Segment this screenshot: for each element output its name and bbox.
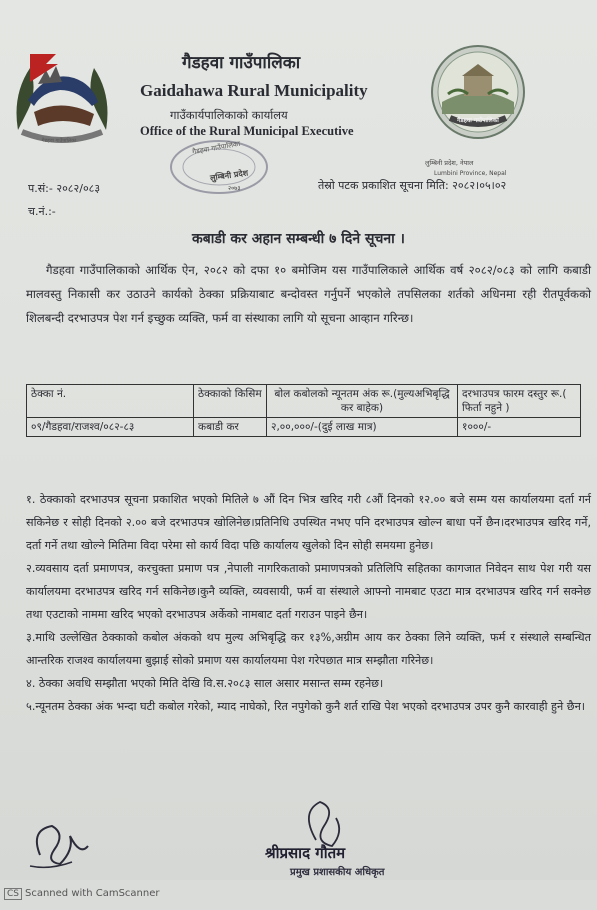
table-row — [27, 418, 581, 437]
table-header-row — [27, 385, 581, 418]
municipality-logo-left — [8, 40, 116, 150]
table-header-cell: ठेक्काको किसिम — [194, 385, 267, 418]
scanner-footer-text: Scanned with CamScanner — [25, 888, 160, 899]
office-name-nepali: गाउँकार्यपालिकाको कार्यालय — [170, 108, 288, 122]
province-nepali: लुम्बिनी प्रदेश, नेपाल — [425, 159, 474, 167]
term-clause-2: २.व्यवसाय दर्ता प्रमाणपत्र, करचुक्ता प्रमाण पत्र ,नेपाली नागरिकताको प्रमाणपत्रको प्रतिलिपि सहितका कागजात निवेदन साथ पेश गरी यस कार्यालयमा दरभाउपत्र खरिद गर्न सकिनेछ।कुनै व्यक्ति, व्यवसायी, फर्म वा संस्थाले आफ्नो नामबाट एउटा मात्र दरभाउपत्र खरिद गर्न सक्नेछ तथा एउटाको नाममा खरिद भएको दरभाउपत्र अर्केको नामबाट दर्ता गराउन पाइने छैन। — [26, 562, 591, 621]
reference-number: प.सं:- २०८२/०८३ — [28, 182, 101, 195]
term-clause-5: ५.न्यूनतम ठेक्का अंक भन्दा घटी कबोल गरेको, म्याद नाघेको, रित नपुगेको कुनै शर्त राखि पेश भएको दरभाउपत्र उपर कुनै कारवाही हुने छैन। — [26, 700, 586, 713]
notice-intro-paragraph: गैडहवा गाउँपालिकाको आर्थिक ऐन, २०८२ को दफा १० बमोजिम यस गाउँपालिकाले आर्थिक वर्ष २०८२/०८३ को लागि कबाडी मालवस्तु निकासी कर उठाउने कार्यको ठेक्का प्रक्रियाबाट बन्दोवस्त गर्नुपर्ने भएकोले तपसिलका शर्तको अधिनमा रही रीतपूर्वकको शिलबन्दी दरभाउपत्र पेश गर्न इच्छुक व्यक्ति, फर्म वा संस्थाका लागि यो सूचना आव्हान गरिन्छ। — [26, 263, 591, 325]
table-header-cell: बोल कबोलको न्यूनतम अंक रू.(मुल्यअभिबृद्धि कर बाहेक) — [267, 385, 458, 418]
table-header-cell: दरभाउपत्र फारम दस्तुर रू.( फिर्ता नहुने ) — [458, 385, 581, 418]
logo-left-caption: गैडहवा गाउँपालिका — [41, 138, 77, 144]
stamp-line-2: लुम्बिनी प्रदेश — [209, 168, 249, 183]
table-header-cell: ठेक्का नं. — [27, 385, 194, 418]
province-english: Lumbini Province, Nepal — [434, 170, 507, 177]
signatory-name: श्रीप्रसाद गौतम — [265, 844, 346, 862]
stamp-line-1: गैडहवा गाउँपालिका — [191, 139, 241, 157]
municipality-name-english: Gaidahawa Rural Municipality — [140, 81, 368, 100]
terms-list — [26, 488, 591, 718]
table-cell: १०००/- — [458, 418, 581, 437]
term-clause-1: १. ठेक्काको दरभाउपत्र सूचना प्रकाशित भएको मितिले ७ औं दिन भित्र खरिद गरी ८औं दिनको १२.०० बजे सम्म यस कार्यालयमा दर्ता गर्न सकिनेछ र सोही दिनको २.०० बजे दरभाउपत्र खोलिनेछ।प्रतिनिधि उपस्थित नभए पनि दरभाउपत्र खोल्न बाधा पर्ने छैन।दरभाउपत्र खरिद गर्ने, दर्ता गर्ने तथा खोल्ने मितिमा विदा परेमा सो कार्य विदा पछि कार्यालय खुलेको दिन सोही समयमा हुनेछ। — [26, 493, 591, 552]
publication-date: तेस्रो पटक प्रकाशित सूचना मिति: २०८२।०५।०२ — [318, 179, 507, 192]
logo-right-caption: गैडहवा गाउँपालिका — [457, 117, 499, 124]
dispatch-number: च.नं.:- — [28, 205, 56, 218]
municipality-logo-right — [428, 42, 528, 142]
table-cell: कबाडी कर — [194, 418, 267, 437]
scanner-footer — [4, 888, 160, 900]
signatory-designation: प्रमुख प्रशासकीय अधिकृत — [290, 867, 385, 878]
term-clause-4: ४. ठेक्का अवधि सम्झौता भएको मिति देखि वि.स.२०८३ साल असार मसान्त सम्म रहनेछ। — [26, 677, 384, 690]
camscanner-icon: CS — [4, 888, 22, 900]
term-clause-3: ३.माथि उल्लेखित ठेक्काको कबोल अंकको थप मुल्य अभिबृद्धि कर १३%,अग्रीम आय कर ठेक्का लिने व्यक्ति, फर्म र संस्थाले सम्बन्धित आन्तरिक राजश्व कार्यालयमा बुझाई सोको प्रमाण यस कार्यालयमा पेश गरेपछात मात्र सम्झौता गरिनेछ। — [26, 631, 591, 667]
office-name-english: Office of the Rural Municipal Executive — [140, 124, 354, 138]
notice-title: कबाडी कर अहान सम्बन्धी ७ दिने सूचना । — [192, 231, 405, 247]
municipality-name-nepali: गैडहवा गाउँपालिका — [182, 53, 301, 73]
stamp-line-3: २०७३ — [228, 185, 241, 192]
table-cell: २,००,०००/-(दुई लाख मात्र) — [267, 418, 458, 437]
tender-table — [26, 384, 581, 437]
table-cell: ०९/गैडहवा/राजश्व/०८२-८३ — [27, 418, 194, 437]
